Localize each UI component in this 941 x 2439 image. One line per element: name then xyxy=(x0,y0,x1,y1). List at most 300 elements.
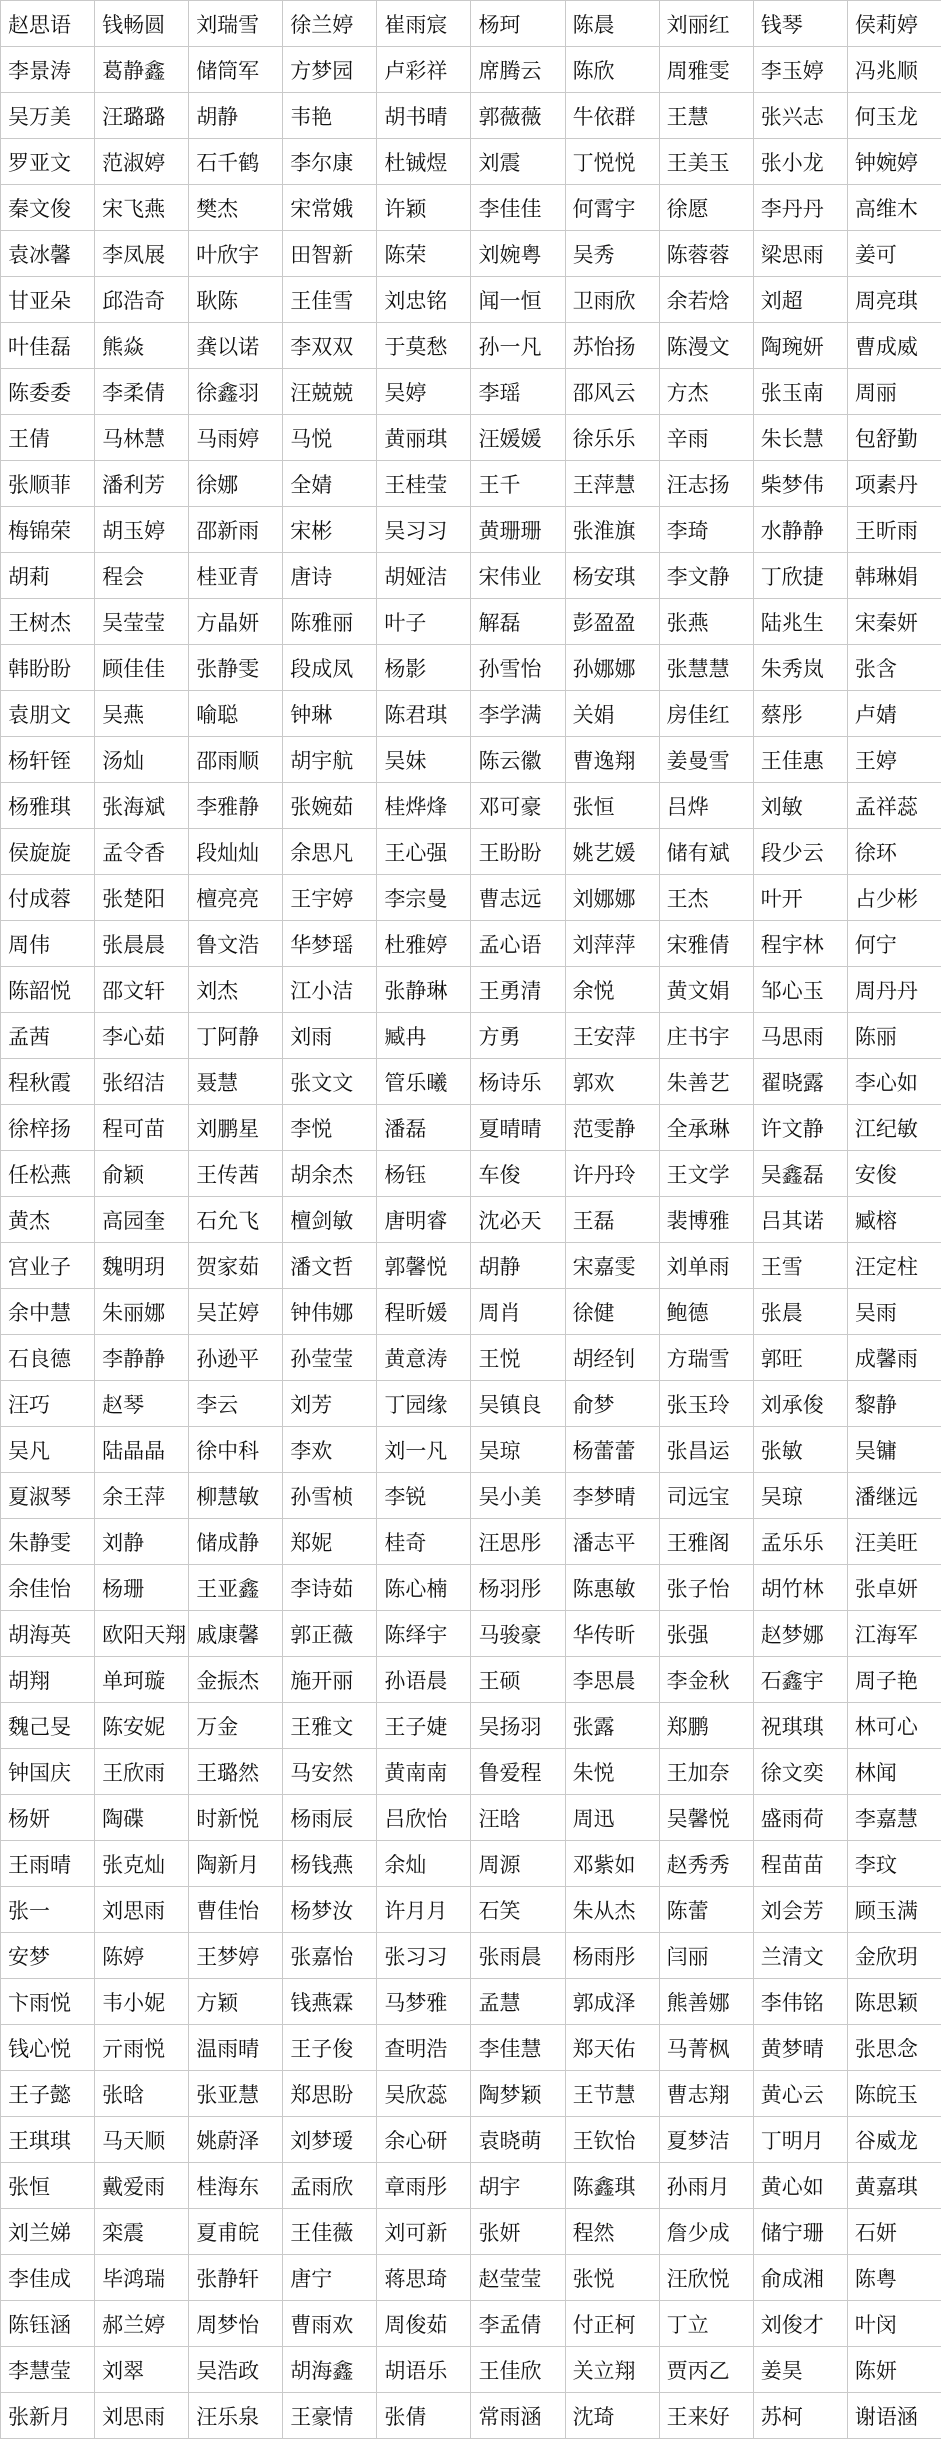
name-cell: 陶新月 xyxy=(189,1841,283,1887)
name-cell: 韦艳 xyxy=(283,93,377,139)
name-cell: 唐诗 xyxy=(283,553,377,599)
name-cell: 梅锦荣 xyxy=(1,507,95,553)
name-cell: 包舒勤 xyxy=(847,415,941,461)
name-cell: 储筒军 xyxy=(189,47,283,93)
name-cell: 陶琬妍 xyxy=(753,323,847,369)
name-cell: 王传茜 xyxy=(189,1151,283,1197)
name-cell: 王子婕 xyxy=(377,1703,471,1749)
name-cell: 郭欢 xyxy=(565,1059,659,1105)
name-cell: 孟雨欣 xyxy=(283,2163,377,2209)
name-cell: 胡宇 xyxy=(471,2163,565,2209)
name-cell: 李佳成 xyxy=(1,2255,95,2301)
name-cell: 朱丽娜 xyxy=(95,1289,189,1335)
name-cell: 程然 xyxy=(565,2209,659,2255)
name-cell: 张静雯 xyxy=(189,645,283,691)
name-cell: 孙娜娜 xyxy=(565,645,659,691)
name-cell: 陈思颖 xyxy=(847,1979,941,2025)
name-cell: 彭盈盈 xyxy=(565,599,659,645)
name-cell: 刘忠铭 xyxy=(377,277,471,323)
name-cell: 关立翔 xyxy=(565,2347,659,2393)
name-cell: 孙语晨 xyxy=(377,1657,471,1703)
name-cell: 杨影 xyxy=(377,645,471,691)
name-cell: 安梦 xyxy=(1,1933,95,1979)
name-cell: 孙一凡 xyxy=(471,323,565,369)
name-row xyxy=(1,737,941,783)
name-cell: 徐鑫羽 xyxy=(189,369,283,415)
name-cell: 栾震 xyxy=(95,2209,189,2255)
name-cell: 范雯静 xyxy=(565,1105,659,1151)
name-cell: 马安然 xyxy=(283,1749,377,1795)
name-cell: 徐梓扬 xyxy=(1,1105,95,1151)
name-cell: 汪兢兢 xyxy=(283,369,377,415)
name-cell: 汪定柱 xyxy=(847,1243,941,1289)
name-row xyxy=(1,1335,941,1381)
name-cell: 邵新雨 xyxy=(189,507,283,553)
name-row xyxy=(1,185,941,231)
name-row xyxy=(1,1105,941,1151)
name-cell: 汪思彤 xyxy=(471,1519,565,1565)
name-cell: 潘志平 xyxy=(565,1519,659,1565)
name-row xyxy=(1,2347,941,2393)
name-cell: 韦小妮 xyxy=(95,1979,189,2025)
name-cell: 程秋霞 xyxy=(1,1059,95,1105)
name-cell: 孟心语 xyxy=(471,921,565,967)
name-cell: 周亮琪 xyxy=(847,277,941,323)
name-cell: 丁阿静 xyxy=(189,1013,283,1059)
name-cell: 张子怡 xyxy=(659,1565,753,1611)
name-cell: 储宁珊 xyxy=(753,2209,847,2255)
name-cell: 余思凡 xyxy=(283,829,377,875)
name-cell: 吴秀 xyxy=(565,231,659,277)
name-cell: 张恒 xyxy=(1,2163,95,2209)
name-cell: 吴雨 xyxy=(847,1289,941,1335)
name-row xyxy=(1,921,941,967)
name-cell: 黄意涛 xyxy=(377,1335,471,1381)
name-cell: 杨珊 xyxy=(95,1565,189,1611)
name-cell: 姚艺媛 xyxy=(565,829,659,875)
name-cell: 翟晓露 xyxy=(753,1059,847,1105)
name-cell: 管乐曦 xyxy=(377,1059,471,1105)
name-cell: 魏己旻 xyxy=(1,1703,95,1749)
name-cell: 钱心悦 xyxy=(1,2025,95,2071)
name-cell: 张静琳 xyxy=(377,967,471,1013)
name-cell: 张亚慧 xyxy=(189,2071,283,2117)
name-cell: 杨钱燕 xyxy=(283,1841,377,1887)
name-row xyxy=(1,1013,941,1059)
name-cell: 李心如 xyxy=(847,1059,941,1105)
name-cell: 黄丽琪 xyxy=(377,415,471,461)
name-cell: 余佳怡 xyxy=(1,1565,95,1611)
name-cell: 周梦怡 xyxy=(189,2301,283,2347)
name-cell: 马梦雅 xyxy=(377,1979,471,2025)
name-cell: 马雨婷 xyxy=(189,415,283,461)
name-cell: 方杰 xyxy=(659,369,753,415)
name-cell: 付成蓉 xyxy=(1,875,95,921)
name-cell: 宋嘉雯 xyxy=(565,1243,659,1289)
name-cell: 王杰 xyxy=(659,875,753,921)
name-cell: 朱从杰 xyxy=(565,1887,659,1933)
name-row xyxy=(1,1427,941,1473)
name-cell: 陈绎宇 xyxy=(377,1611,471,1657)
name-row xyxy=(1,369,941,415)
name-cell: 段灿灿 xyxy=(189,829,283,875)
name-cell: 李凤展 xyxy=(95,231,189,277)
name-cell: 徐文奕 xyxy=(753,1749,847,1795)
name-cell: 李思晨 xyxy=(565,1657,659,1703)
name-cell: 余灿 xyxy=(377,1841,471,1887)
name-cell: 王雪 xyxy=(753,1243,847,1289)
name-cell: 耿陈 xyxy=(189,277,283,323)
name-row xyxy=(1,1059,941,1105)
name-cell: 陈丽 xyxy=(847,1013,941,1059)
name-cell: 曹逸翔 xyxy=(565,737,659,783)
name-cell: 臧冉 xyxy=(377,1013,471,1059)
name-cell: 石笑 xyxy=(471,1887,565,1933)
name-cell: 顾玉满 xyxy=(847,1887,941,1933)
name-cell: 刘雨 xyxy=(283,1013,377,1059)
name-cell: 方梦园 xyxy=(283,47,377,93)
name-cell: 张静轩 xyxy=(189,2255,283,2301)
name-cell: 邹心玉 xyxy=(753,967,847,1013)
name-cell: 陶碟 xyxy=(95,1795,189,1841)
name-cell: 黄珊珊 xyxy=(471,507,565,553)
name-cell: 胡竹林 xyxy=(753,1565,847,1611)
name-cell: 李琦 xyxy=(659,507,753,553)
name-row xyxy=(1,139,941,185)
name-cell: 席腾云 xyxy=(471,47,565,93)
name-cell: 邓紫如 xyxy=(565,1841,659,1887)
name-cell: 李宗曼 xyxy=(377,875,471,921)
name-cell: 叶闵 xyxy=(847,2301,941,2347)
name-cell: 周子艳 xyxy=(847,1657,941,1703)
name-cell: 杨蕾蕾 xyxy=(565,1427,659,1473)
name-cell: 李双双 xyxy=(283,323,377,369)
name-cell: 徐健 xyxy=(565,1289,659,1335)
name-cell: 李诗茹 xyxy=(283,1565,377,1611)
name-row xyxy=(1,2209,941,2255)
name-cell: 胡翔 xyxy=(1,1657,95,1703)
name-cell: 项素丹 xyxy=(847,461,941,507)
name-cell: 张婉茹 xyxy=(283,783,377,829)
name-cell: 李瑶 xyxy=(471,369,565,415)
name-cell: 朱秀岚 xyxy=(753,645,847,691)
name-cell: 郭成泽 xyxy=(565,1979,659,2025)
name-row xyxy=(1,1565,941,1611)
name-cell: 张习习 xyxy=(377,1933,471,1979)
name-cell: 李伟铭 xyxy=(753,1979,847,2025)
name-cell: 孙莹莹 xyxy=(283,1335,377,1381)
name-cell: 侯旋旋 xyxy=(1,829,95,875)
name-cell: 时新悦 xyxy=(189,1795,283,1841)
name-cell: 马骏豪 xyxy=(471,1611,565,1657)
name-cell: 郭薇薇 xyxy=(471,93,565,139)
name-cell: 胡莉 xyxy=(1,553,95,599)
name-cell: 陈钰涵 xyxy=(1,2301,95,2347)
name-cell: 郭馨悦 xyxy=(377,1243,471,1289)
name-cell: 李柔倩 xyxy=(95,369,189,415)
name-cell: 杨雅琪 xyxy=(1,783,95,829)
name-cell: 杨安琪 xyxy=(565,553,659,599)
name-cell: 万金 xyxy=(189,1703,283,1749)
name-cell: 周雅雯 xyxy=(659,47,753,93)
name-cell: 徐环 xyxy=(847,829,941,875)
name-row xyxy=(1,1841,941,1887)
name-cell: 何玉龙 xyxy=(847,93,941,139)
name-cell: 郑天佑 xyxy=(565,2025,659,2071)
name-cell: 张晨晨 xyxy=(95,921,189,967)
name-cell: 江纪敏 xyxy=(847,1105,941,1151)
name-cell: 李悦 xyxy=(283,1105,377,1151)
name-cell: 张晗 xyxy=(95,2071,189,2117)
name-cell: 孙雨月 xyxy=(659,2163,753,2209)
name-cell: 汪媛媛 xyxy=(471,415,565,461)
name-cell: 刘会芳 xyxy=(753,1887,847,1933)
name-cell: 王欣雨 xyxy=(95,1749,189,1795)
name-cell: 钟国庆 xyxy=(1,1749,95,1795)
name-cell: 汪美旺 xyxy=(847,1519,941,1565)
name-cell: 余悦 xyxy=(565,967,659,1013)
name-cell: 张绍洁 xyxy=(95,1059,189,1105)
name-row xyxy=(1,1933,941,1979)
name-row xyxy=(1,1795,941,1841)
name-cell: 桂海东 xyxy=(189,2163,283,2209)
name-cell: 杨羽彤 xyxy=(471,1565,565,1611)
name-cell: 黄梦晴 xyxy=(753,2025,847,2071)
name-cell: 祝琪琪 xyxy=(753,1703,847,1749)
name-cell: 孙雪怡 xyxy=(471,645,565,691)
name-cell: 吕其诺 xyxy=(753,1197,847,1243)
name-cell: 赵琴 xyxy=(95,1381,189,1427)
name-cell: 周俊茹 xyxy=(377,2301,471,2347)
name-cell: 王来好 xyxy=(659,2393,753,2439)
name-cell: 石鑫宇 xyxy=(753,1657,847,1703)
name-cell: 杜铖煜 xyxy=(377,139,471,185)
name-cell: 王节慧 xyxy=(565,2071,659,2117)
name-row xyxy=(1,1749,941,1795)
name-cell: 李梦晴 xyxy=(565,1473,659,1519)
name-cell: 王桂莹 xyxy=(377,461,471,507)
name-cell: 曹成威 xyxy=(847,323,941,369)
name-cell: 庄书宇 xyxy=(659,1013,753,1059)
name-cell: 陶梦颖 xyxy=(471,2071,565,2117)
name-cell: 王倩 xyxy=(1,415,95,461)
name-cell: 朱静雯 xyxy=(1,1519,95,1565)
name-cell: 叶欣宇 xyxy=(189,231,283,277)
name-cell: 高维木 xyxy=(847,185,941,231)
name-cell: 王佳惠 xyxy=(753,737,847,783)
name-cell: 王梦婷 xyxy=(189,1933,283,1979)
name-cell: 张昌运 xyxy=(659,1427,753,1473)
name-cell: 王树杰 xyxy=(1,599,95,645)
name-cell: 王千 xyxy=(471,461,565,507)
name-cell: 刘震 xyxy=(471,139,565,185)
name-cell: 陈惠敏 xyxy=(565,1565,659,1611)
name-cell: 刘梦瑷 xyxy=(283,2117,377,2163)
name-cell: 陈欣 xyxy=(565,47,659,93)
name-cell: 孟祥蕊 xyxy=(847,783,941,829)
name-cell: 章雨彤 xyxy=(377,2163,471,2209)
name-cell: 王昕雨 xyxy=(847,507,941,553)
name-cell: 黄杰 xyxy=(1,1197,95,1243)
name-cell: 邵雨顺 xyxy=(189,737,283,783)
name-cell: 刘鹏星 xyxy=(189,1105,283,1151)
name-cell: 檀亮亮 xyxy=(189,875,283,921)
name-cell: 俞成湘 xyxy=(753,2255,847,2301)
name-cell: 胡玉婷 xyxy=(95,507,189,553)
name-cell: 张妍 xyxy=(471,2209,565,2255)
name-row xyxy=(1,645,941,691)
name-row xyxy=(1,2071,941,2117)
name-cell: 夏梦洁 xyxy=(659,2117,753,2163)
name-cell: 马菁枫 xyxy=(659,2025,753,2071)
name-cell: 许颖 xyxy=(377,185,471,231)
name-cell: 张小龙 xyxy=(753,139,847,185)
name-row xyxy=(1,1381,941,1427)
name-cell: 陈晨 xyxy=(565,1,659,47)
name-cell: 龚以诺 xyxy=(189,323,283,369)
name-cell: 成馨雨 xyxy=(847,1335,941,1381)
name-cell: 张含 xyxy=(847,645,941,691)
name-cell: 李佳佳 xyxy=(471,185,565,231)
name-cell: 丁悦悦 xyxy=(565,139,659,185)
name-cell: 欧阳天翔 xyxy=(95,1611,189,1657)
name-cell: 王婷 xyxy=(847,737,941,783)
name-cell: 汪晗 xyxy=(471,1795,565,1841)
name-cell: 胡娅洁 xyxy=(377,553,471,599)
name-cell: 宫业子 xyxy=(1,1243,95,1289)
name-cell: 桂亚青 xyxy=(189,553,283,599)
name-cell: 桂烨烽 xyxy=(377,783,471,829)
name-cell: 李慧莹 xyxy=(1,2347,95,2393)
name-cell: 温雨晴 xyxy=(189,2025,283,2071)
name-row xyxy=(1,1243,941,1289)
name-cell: 王加奈 xyxy=(659,1749,753,1795)
name-cell: 刘可新 xyxy=(377,2209,471,2255)
name-row xyxy=(1,47,941,93)
name-cell: 刘一凡 xyxy=(377,1427,471,1473)
name-cell: 兰清文 xyxy=(753,1933,847,1979)
name-cell: 宋伟业 xyxy=(471,553,565,599)
name-cell: 袁朋文 xyxy=(1,691,95,737)
name-cell: 张恒 xyxy=(565,783,659,829)
name-cell: 施开丽 xyxy=(283,1657,377,1703)
name-cell: 熊焱 xyxy=(95,323,189,369)
name-cell: 杨雨彤 xyxy=(565,1933,659,1979)
name-cell: 卞雨悦 xyxy=(1,1979,95,2025)
name-row xyxy=(1,1611,941,1657)
name-row xyxy=(1,1197,941,1243)
name-cell: 谢语涵 xyxy=(847,2393,941,2439)
name-cell: 桂奇 xyxy=(377,1519,471,1565)
name-cell: 胡宇航 xyxy=(283,737,377,783)
name-cell: 胡静 xyxy=(471,1243,565,1289)
name-cell: 吴扬羽 xyxy=(471,1703,565,1749)
name-cell: 张玉南 xyxy=(753,369,847,415)
name-row xyxy=(1,461,941,507)
name-row xyxy=(1,323,941,369)
name-cell: 秦文俊 xyxy=(1,185,95,231)
name-cell: 张楚阳 xyxy=(95,875,189,921)
name-cell: 檀剑敏 xyxy=(283,1197,377,1243)
name-cell: 朱长慧 xyxy=(753,415,847,461)
name-cell: 江海军 xyxy=(847,1611,941,1657)
name-cell: 张慧慧 xyxy=(659,645,753,691)
name-cell: 李静静 xyxy=(95,1335,189,1381)
name-cell: 程苗苗 xyxy=(753,1841,847,1887)
name-cell: 黄嘉琪 xyxy=(847,2163,941,2209)
name-cell: 毕鸿瑞 xyxy=(95,2255,189,2301)
name-cell: 袁冰馨 xyxy=(1,231,95,277)
name-cell: 张海斌 xyxy=(95,783,189,829)
name-cell: 周丹丹 xyxy=(847,967,941,1013)
name-cell: 聂慧 xyxy=(189,1059,283,1105)
name-cell: 刘芳 xyxy=(283,1381,377,1427)
name-cell: 马林慧 xyxy=(95,415,189,461)
name-cell: 樊杰 xyxy=(189,185,283,231)
name-cell: 闫丽 xyxy=(659,1933,753,1979)
name-cell: 陈雅丽 xyxy=(283,599,377,645)
name-cell: 马悦 xyxy=(283,415,377,461)
name-cell: 李佳慧 xyxy=(471,2025,565,2071)
name-cell: 关娟 xyxy=(565,691,659,737)
name-table-body xyxy=(1,1,941,2439)
name-cell: 叶开 xyxy=(753,875,847,921)
name-cell: 杨雨辰 xyxy=(283,1795,377,1841)
name-cell: 牛依群 xyxy=(565,93,659,139)
name-cell: 潘文哲 xyxy=(283,1243,377,1289)
name-cell: 王豪情 xyxy=(283,2393,377,2439)
name-cell: 丁明月 xyxy=(753,2117,847,2163)
name-cell: 李尔康 xyxy=(283,139,377,185)
name-cell: 方晶妍 xyxy=(189,599,283,645)
name-row xyxy=(1,691,941,737)
name-cell: 贾丙乙 xyxy=(659,2347,753,2393)
name-cell: 张敏 xyxy=(753,1427,847,1473)
name-cell: 杨轩铚 xyxy=(1,737,95,783)
name-row xyxy=(1,277,941,323)
name-cell: 赵秀秀 xyxy=(659,1841,753,1887)
name-cell: 张悦 xyxy=(565,2255,659,2301)
name-cell: 张强 xyxy=(659,1611,753,1657)
name-cell: 王雨晴 xyxy=(1,1841,95,1887)
name-cell: 孙逊平 xyxy=(189,1335,283,1381)
name-cell: 钟琳 xyxy=(283,691,377,737)
name-cell: 储成静 xyxy=(189,1519,283,1565)
name-cell: 王琪琪 xyxy=(1,2117,95,2163)
name-cell: 宋秦妍 xyxy=(847,599,941,645)
name-cell: 于莫愁 xyxy=(377,323,471,369)
name-cell: 王子懿 xyxy=(1,2071,95,2117)
name-cell: 余心研 xyxy=(377,2117,471,2163)
name-cell: 黎静 xyxy=(847,1381,941,1427)
name-cell: 周丽 xyxy=(847,369,941,415)
name-cell: 杜雅婷 xyxy=(377,921,471,967)
name-cell: 吴芷婷 xyxy=(189,1289,283,1335)
name-cell: 周肖 xyxy=(471,1289,565,1335)
name-cell: 王佳欣 xyxy=(471,2347,565,2393)
name-cell: 高园奎 xyxy=(95,1197,189,1243)
name-cell: 储有斌 xyxy=(659,829,753,875)
name-cell: 贺家茹 xyxy=(189,1243,283,1289)
name-row xyxy=(1,2163,941,2209)
name-cell: 冯兆顺 xyxy=(847,47,941,93)
name-cell: 查明浩 xyxy=(377,2025,471,2071)
name-cell: 陈皖玉 xyxy=(847,2071,941,2117)
name-cell: 陈婷 xyxy=(95,1933,189,1979)
name-cell: 房佳红 xyxy=(659,691,753,737)
name-cell: 李金秋 xyxy=(659,1657,753,1703)
name-cell: 黄南南 xyxy=(377,1749,471,1795)
